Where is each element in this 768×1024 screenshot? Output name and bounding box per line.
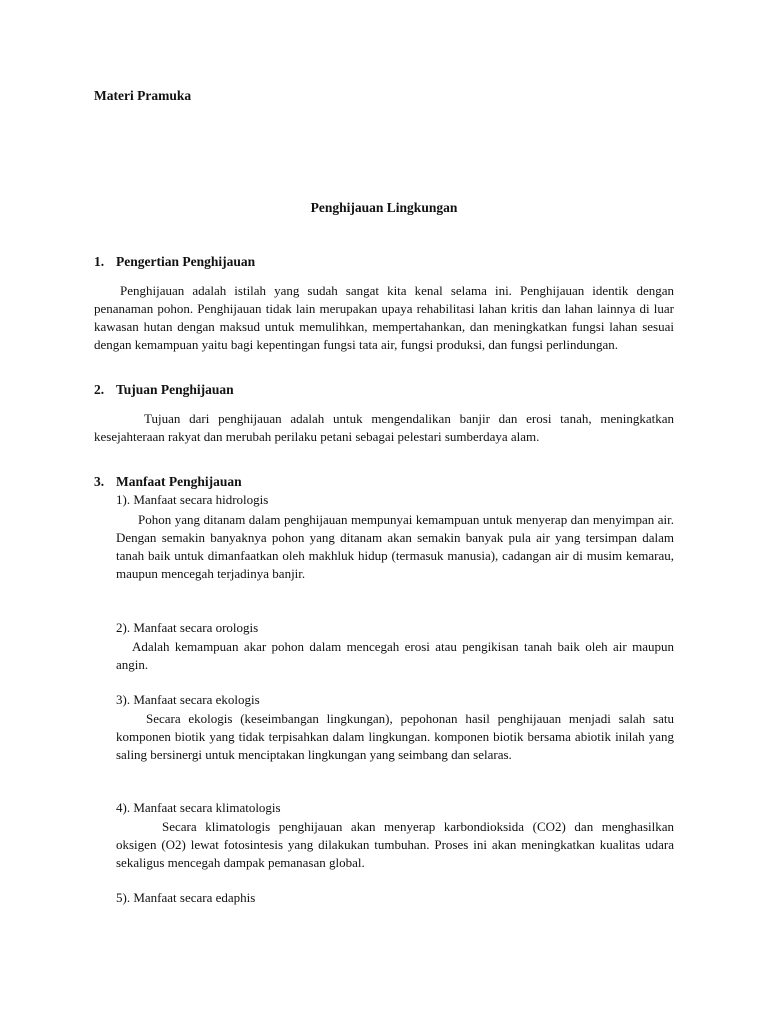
section-number: 2. (94, 382, 105, 397)
section-2-heading (94, 382, 234, 398)
section-1-heading (94, 254, 255, 270)
main-title: Penghijauan Lingkungan (310, 200, 458, 215)
section-heading-text: Manfaat Penghijauan (116, 474, 242, 489)
document-title: Materi Pramuka (94, 88, 192, 103)
section-number: 1. (94, 254, 105, 269)
section-1-paragraph: Penghijauan adalah istilah yang sudah sangat kita kenal selama ini. Penghijauan identik dengan penanaman pohon. Penghijauan tidak lain merupakan upaya rehabilitasi lahan kritis dan lahan lainnya di luar kawasan hutan dengan maksud untuk memulihkan, mempertahankan, dan meningkatkan fungsi lahan sesuai dengan kemampuan yaitu bagi kepentingan fungsi tata air, fungsi produksi, dan fungsi perlindungan. (94, 283, 674, 352)
benefit-3-title: 3). Manfaat secara ekologis (116, 692, 260, 707)
benefit-1-paragraph: Pohon yang ditanam dalam penghijauan mempunyai kemampuan untuk menyerap dan menyimpan air. Dengan semakin banyaknya pohon yang ditanam akan semakin banyak pula air yang tersimpan dalam tanah baik untuk dimanfaatkan oleh makhluk hidup (termasuk manusia), cadangan air di musim kemarau, maupun mencegah terjadinya banjir. (116, 512, 674, 581)
section-heading-text: Pengertian Penghijauan (116, 254, 256, 269)
section-2-paragraph: Tujuan dari penghijauan adalah untuk mengendalikan banjir dan erosi tanah, meningkatkan kesejahteraan rakyat dan merubah perilaku petani sebagai pelestari sumberdaya alam. (94, 411, 674, 444)
benefit-3-paragraph: Secara ekologis (keseimbangan lingkungan), pepohonan hasil penghijauan menjadi salah satu komponen biotik yang tidak terpisahkan dalam lingkungan. komponen biotik bersama abiotik inilah yang saling bersinergi untuk menciptakan lingkungan yang seimbang dan selaras. (116, 711, 674, 762)
benefit-5-title: 5). Manfaat secara edaphis (116, 890, 256, 905)
benefit-2-title: 2). Manfaat secara orologis (116, 620, 259, 635)
section-heading-text: Tujuan Penghijauan (116, 382, 234, 397)
benefit-1-title: 1). Manfaat secara hidrologis (116, 492, 269, 507)
section-number: 3. (94, 474, 105, 489)
benefit-4-paragraph: Secara klimatologis penghijauan akan menyerap karbondioksida (CO2) dan menghasilkan oksigen (O2) lewat fotosintesis yang dilakukan tumbuhan. Proses ini akan meningkatkan kualitas udara sekaligus mencegah dampak pemanasan global. (116, 819, 674, 870)
section-3-heading (94, 474, 242, 490)
benefit-4-title: 4). Manfaat secara klimatologis (116, 800, 281, 815)
benefit-2-paragraph: Adalah kemampuan akar pohon dalam mencegah erosi atau pengikisan tanah baik oleh air maupun angin. (116, 639, 674, 672)
